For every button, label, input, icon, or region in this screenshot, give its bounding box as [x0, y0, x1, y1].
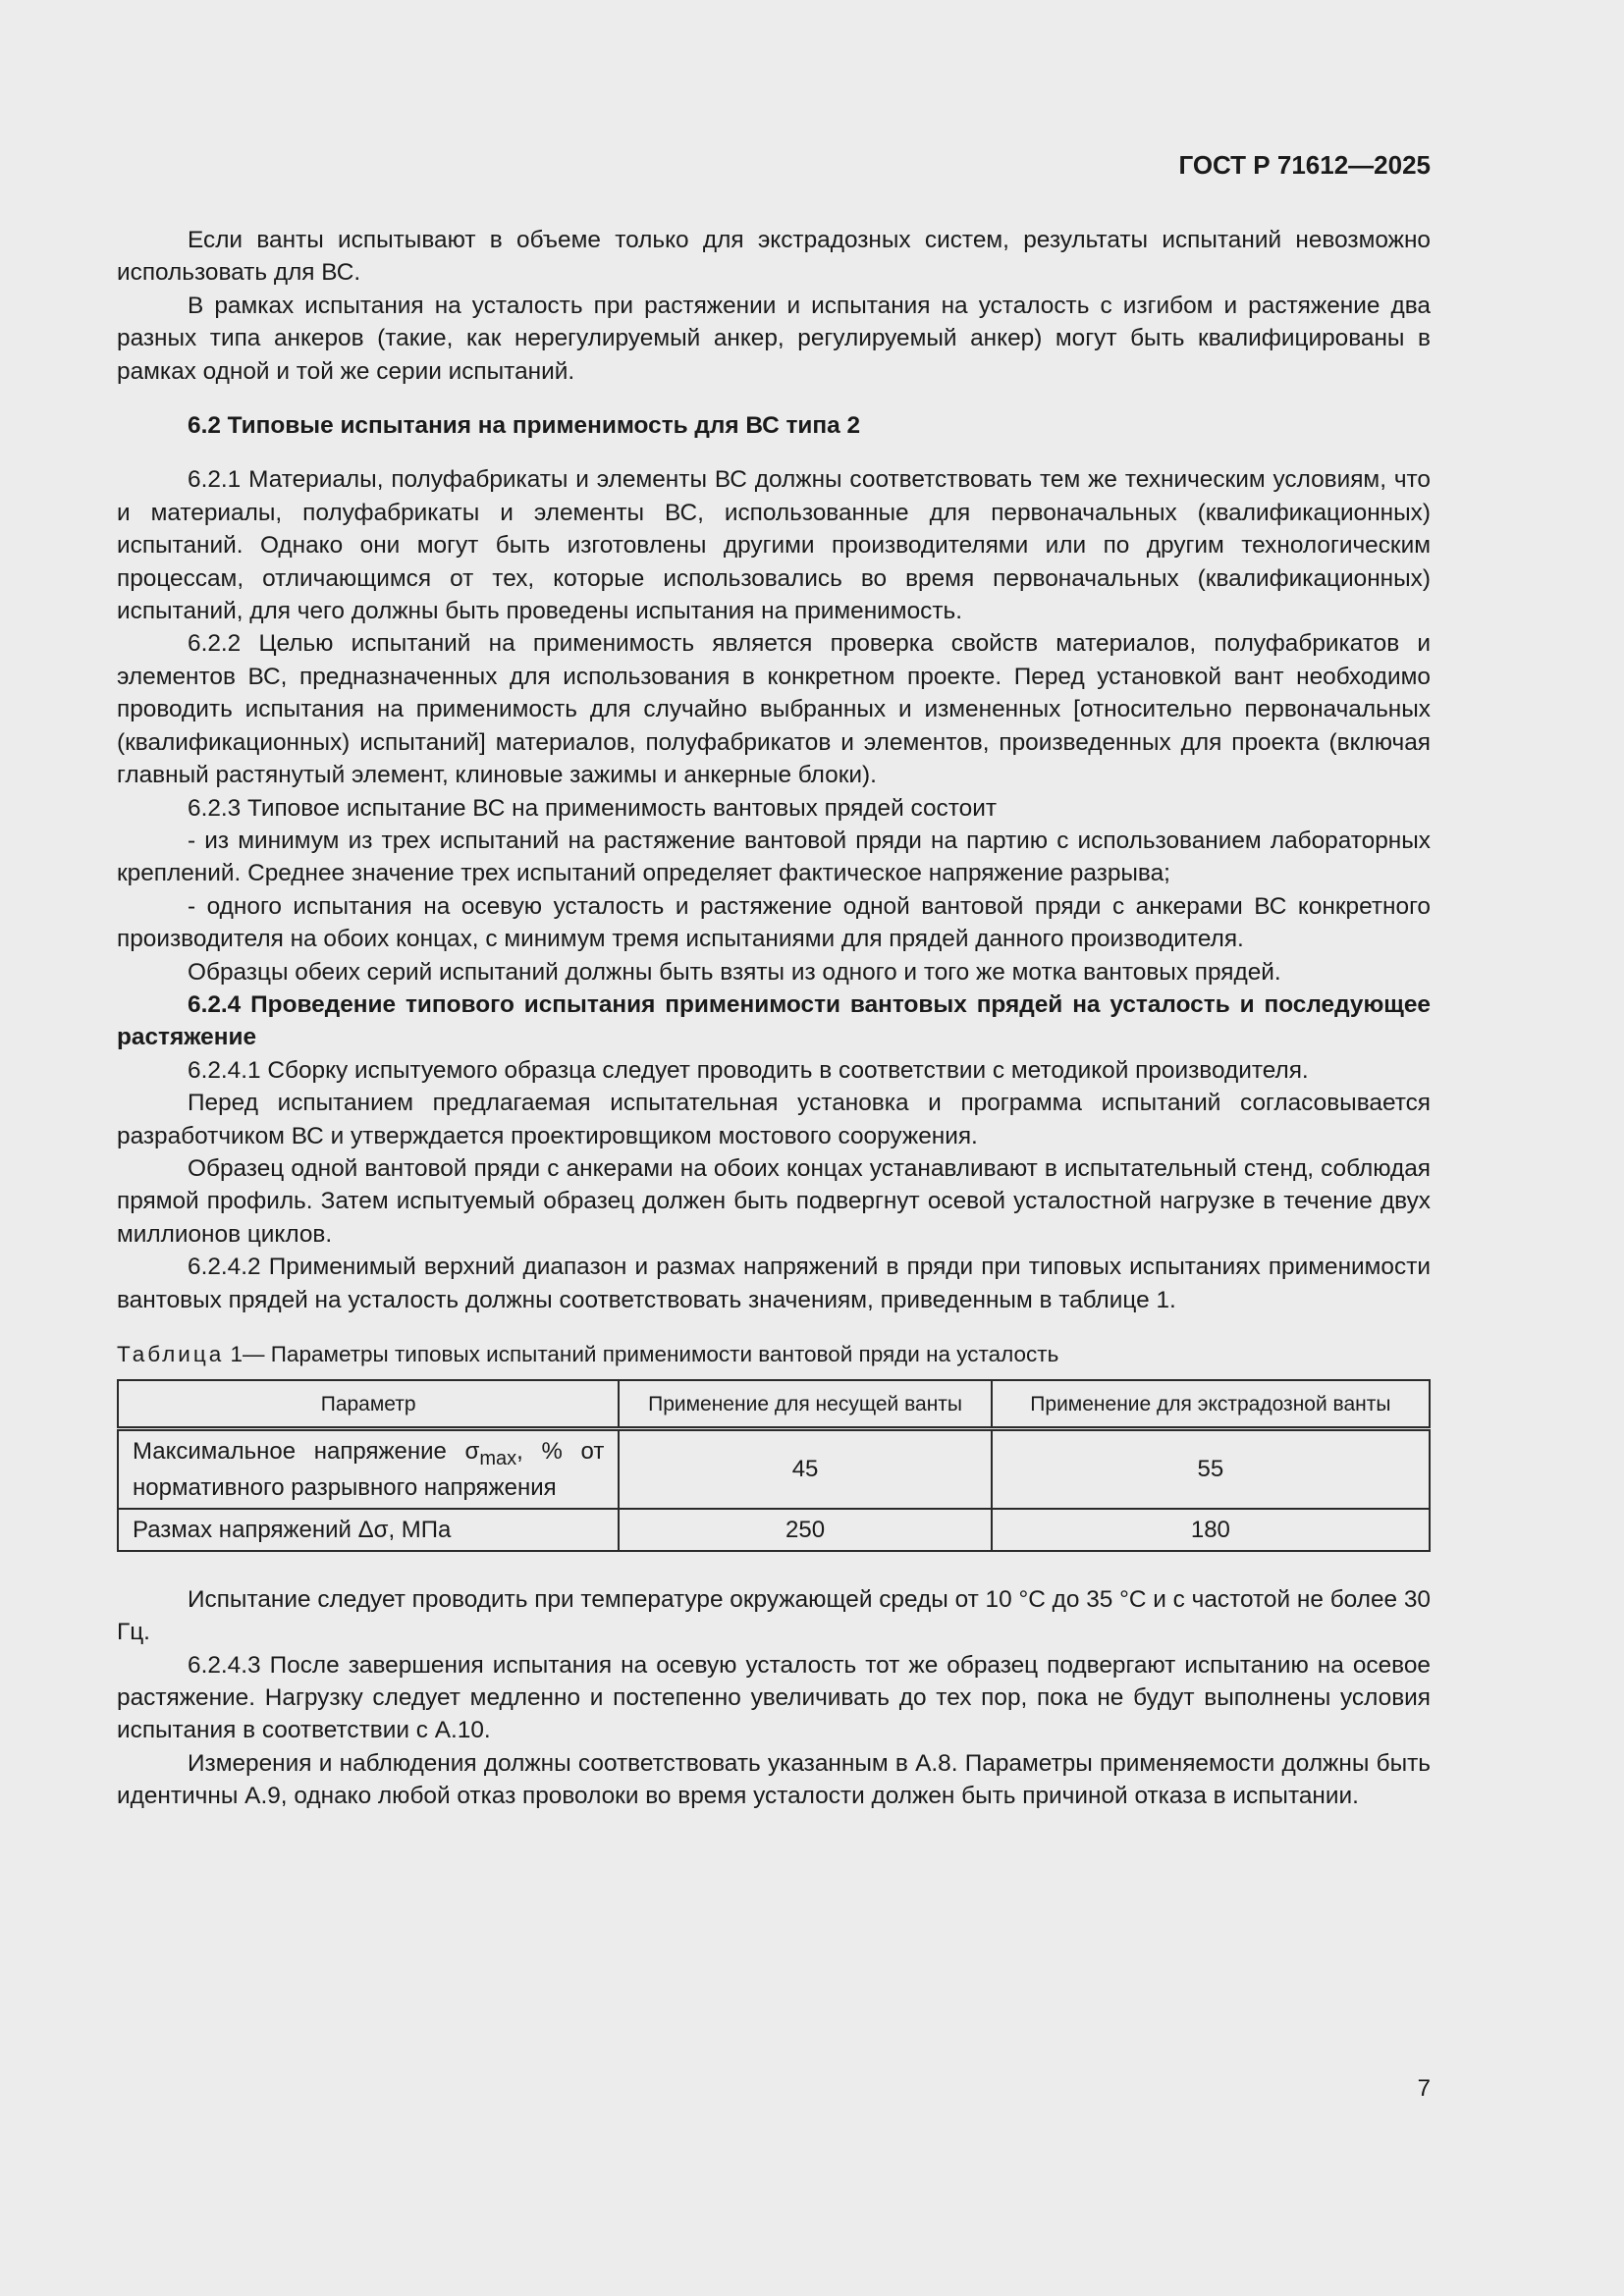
- cell-extradosed: 180: [992, 1509, 1430, 1551]
- paragraph: Перед испытанием предлагаемая испытательная установка и программа испытаний согласовывается разработчиком ВС и утверждается проектировщиком мостового сооружения.: [117, 1090, 1431, 1149]
- table-caption-text: 1— Параметры типовых испытаний применимости вантовой пряди на усталость: [230, 1342, 1059, 1366]
- cell-extradosed: 55: [992, 1429, 1430, 1509]
- table-caption: [117, 1340, 1431, 1369]
- paragraph: Испытание следует проводить при температуре окружающей среды от 10 °С до 35 °С и с частотой не более 30 Гц.: [117, 1585, 1431, 1646]
- cell-carrying: 45: [619, 1429, 991, 1509]
- column-header-parameter: Параметр: [118, 1380, 619, 1429]
- paragraph: Измерения и наблюдения должны соответствовать указанным в А.8. Параметры применяемости должны быть идентичны А.9, однако любой отказ проволоки во время усталости должен быть причиной отказа в испытании.: [117, 1749, 1431, 1810]
- table-row: [118, 1429, 1430, 1509]
- paragraph: 6.2.1 Материалы, полуфабрикаты и элементы ВС должны соответствовать тем же техническим условиям, что и материалы, полуфабрикаты и элементы ВС, использованные для первоначальных (квалификационных) испытаний. Однако они могут быть изготовлены другими производителями или по другим технологическим процессам, отличающимся от тех, которые использовались во время первоначальных (квалификационных) испытаний, для чего должны быть проведены испытания на применимость.: [117, 466, 1431, 625]
- paragraph: 6.2.2 Целью испытаний на применимость является проверка свойств материалов, полуфабрикатов и элементов ВС, предназначенных для использования в конкретном проекте. Перед установкой вант необходимо проводить испытания на применимость для случайно выбранных и измененных [относительно первоначальных (квалификационных) испытаний] материалов, полуфабрикатов и элементов, произведенных для проекта (включая главный растянутый элемент, клиновые зажимы и анкерные блоки).: [117, 630, 1431, 789]
- parameters-table: [117, 1379, 1431, 1552]
- cell-parameter: Максимальное напряжение $\sigma_{max}$, % от нормативного разрывного напряжения: [118, 1429, 619, 1509]
- paragraph: 6.2.4.2 Применимый верхний диапазон и размах напряжений в пряди при типовых испытаниях применимости вантовых прядей на усталость должны соответствовать значениям, приведенным в таблице 1.: [117, 1254, 1431, 1313]
- paragraph: Образец одной вантовой пряди с анкерами на обоих концах устанавливают в испытательный стенд, соблюдая прямой профиль. Затем испытуемый образец должен быть подвергнут осевой усталостной нагрузке в течение двух миллионов циклов.: [117, 1154, 1431, 1248]
- cell-carrying: 250: [619, 1509, 991, 1551]
- document-id: ГОСТ Р 71612—2025: [1178, 150, 1431, 180]
- page-number: 7: [1417, 2075, 1431, 2102]
- column-header-extradosed: Применение для экстрадозной ванты: [992, 1380, 1430, 1429]
- paragraph: 6.2.4.3 После завершения испытания на осевую усталость тот же образец подвергают испытанию на осевое растяжение. Нагрузку следует медленно и постепенно увеличивать до тех пор, пока не будут выполнены условия испытания в соответствии с А.10.: [117, 1651, 1431, 1744]
- paragraph: Если ванты испытывают в объеме только для экстрадозных систем, результаты испытаний невозможно использовать для ВС.: [117, 227, 1431, 287]
- subsection-heading: 6.2.4 Проведение типового испытания применимости вантовых прядей на усталость и последующее растяжение: [117, 990, 1431, 1051]
- cell-parameter: Размах напряжений Δσ, МПа: [118, 1509, 619, 1551]
- table-caption-label: Таблица: [117, 1342, 225, 1366]
- paragraph: 6.2.4.1 Сборку испытуемого образца следует проводить в соответствии с методикой производителя.: [188, 1056, 1309, 1084]
- paragraph: Образцы обеих серий испытаний должны быть взяты из одного и того же мотка вантовых прядей.: [188, 958, 1281, 986]
- table-row: [118, 1509, 1430, 1551]
- list-item: - одного испытания на осевую усталость и растяжение одной вантовой пряди с анкерами ВС конкретного производителя на обоих концах, с минимум тремя испытаниями для прядей данного производителя.: [117, 892, 1431, 953]
- table-header-row: [118, 1380, 1430, 1429]
- paragraph: 6.2.3 Типовое испытание ВС на применимость вантовых прядей состоит: [188, 794, 997, 822]
- paragraph: В рамках испытания на усталость при растяжении и испытания на усталость с изгибом и растяжение два разных типа анкеров (такие, как нерегулируемый анкер, регулируемый анкер) могут быть квалифицированы в рамках одной и той же серии испытаний.: [117, 292, 1431, 385]
- list-item: - из минимум из трех испытаний на растяжение вантовой пряди на партию с использованием лабораторных креплений. Среднее значение трех испытаний определяет фактическое напряжение разрыва;: [117, 827, 1431, 887]
- column-header-carrying: Применение для несущей ванты: [619, 1380, 991, 1429]
- page-content: [117, 224, 1431, 1813]
- section-heading: 6.2 Типовые испытания на применимость для ВС типа 2: [188, 412, 861, 440]
